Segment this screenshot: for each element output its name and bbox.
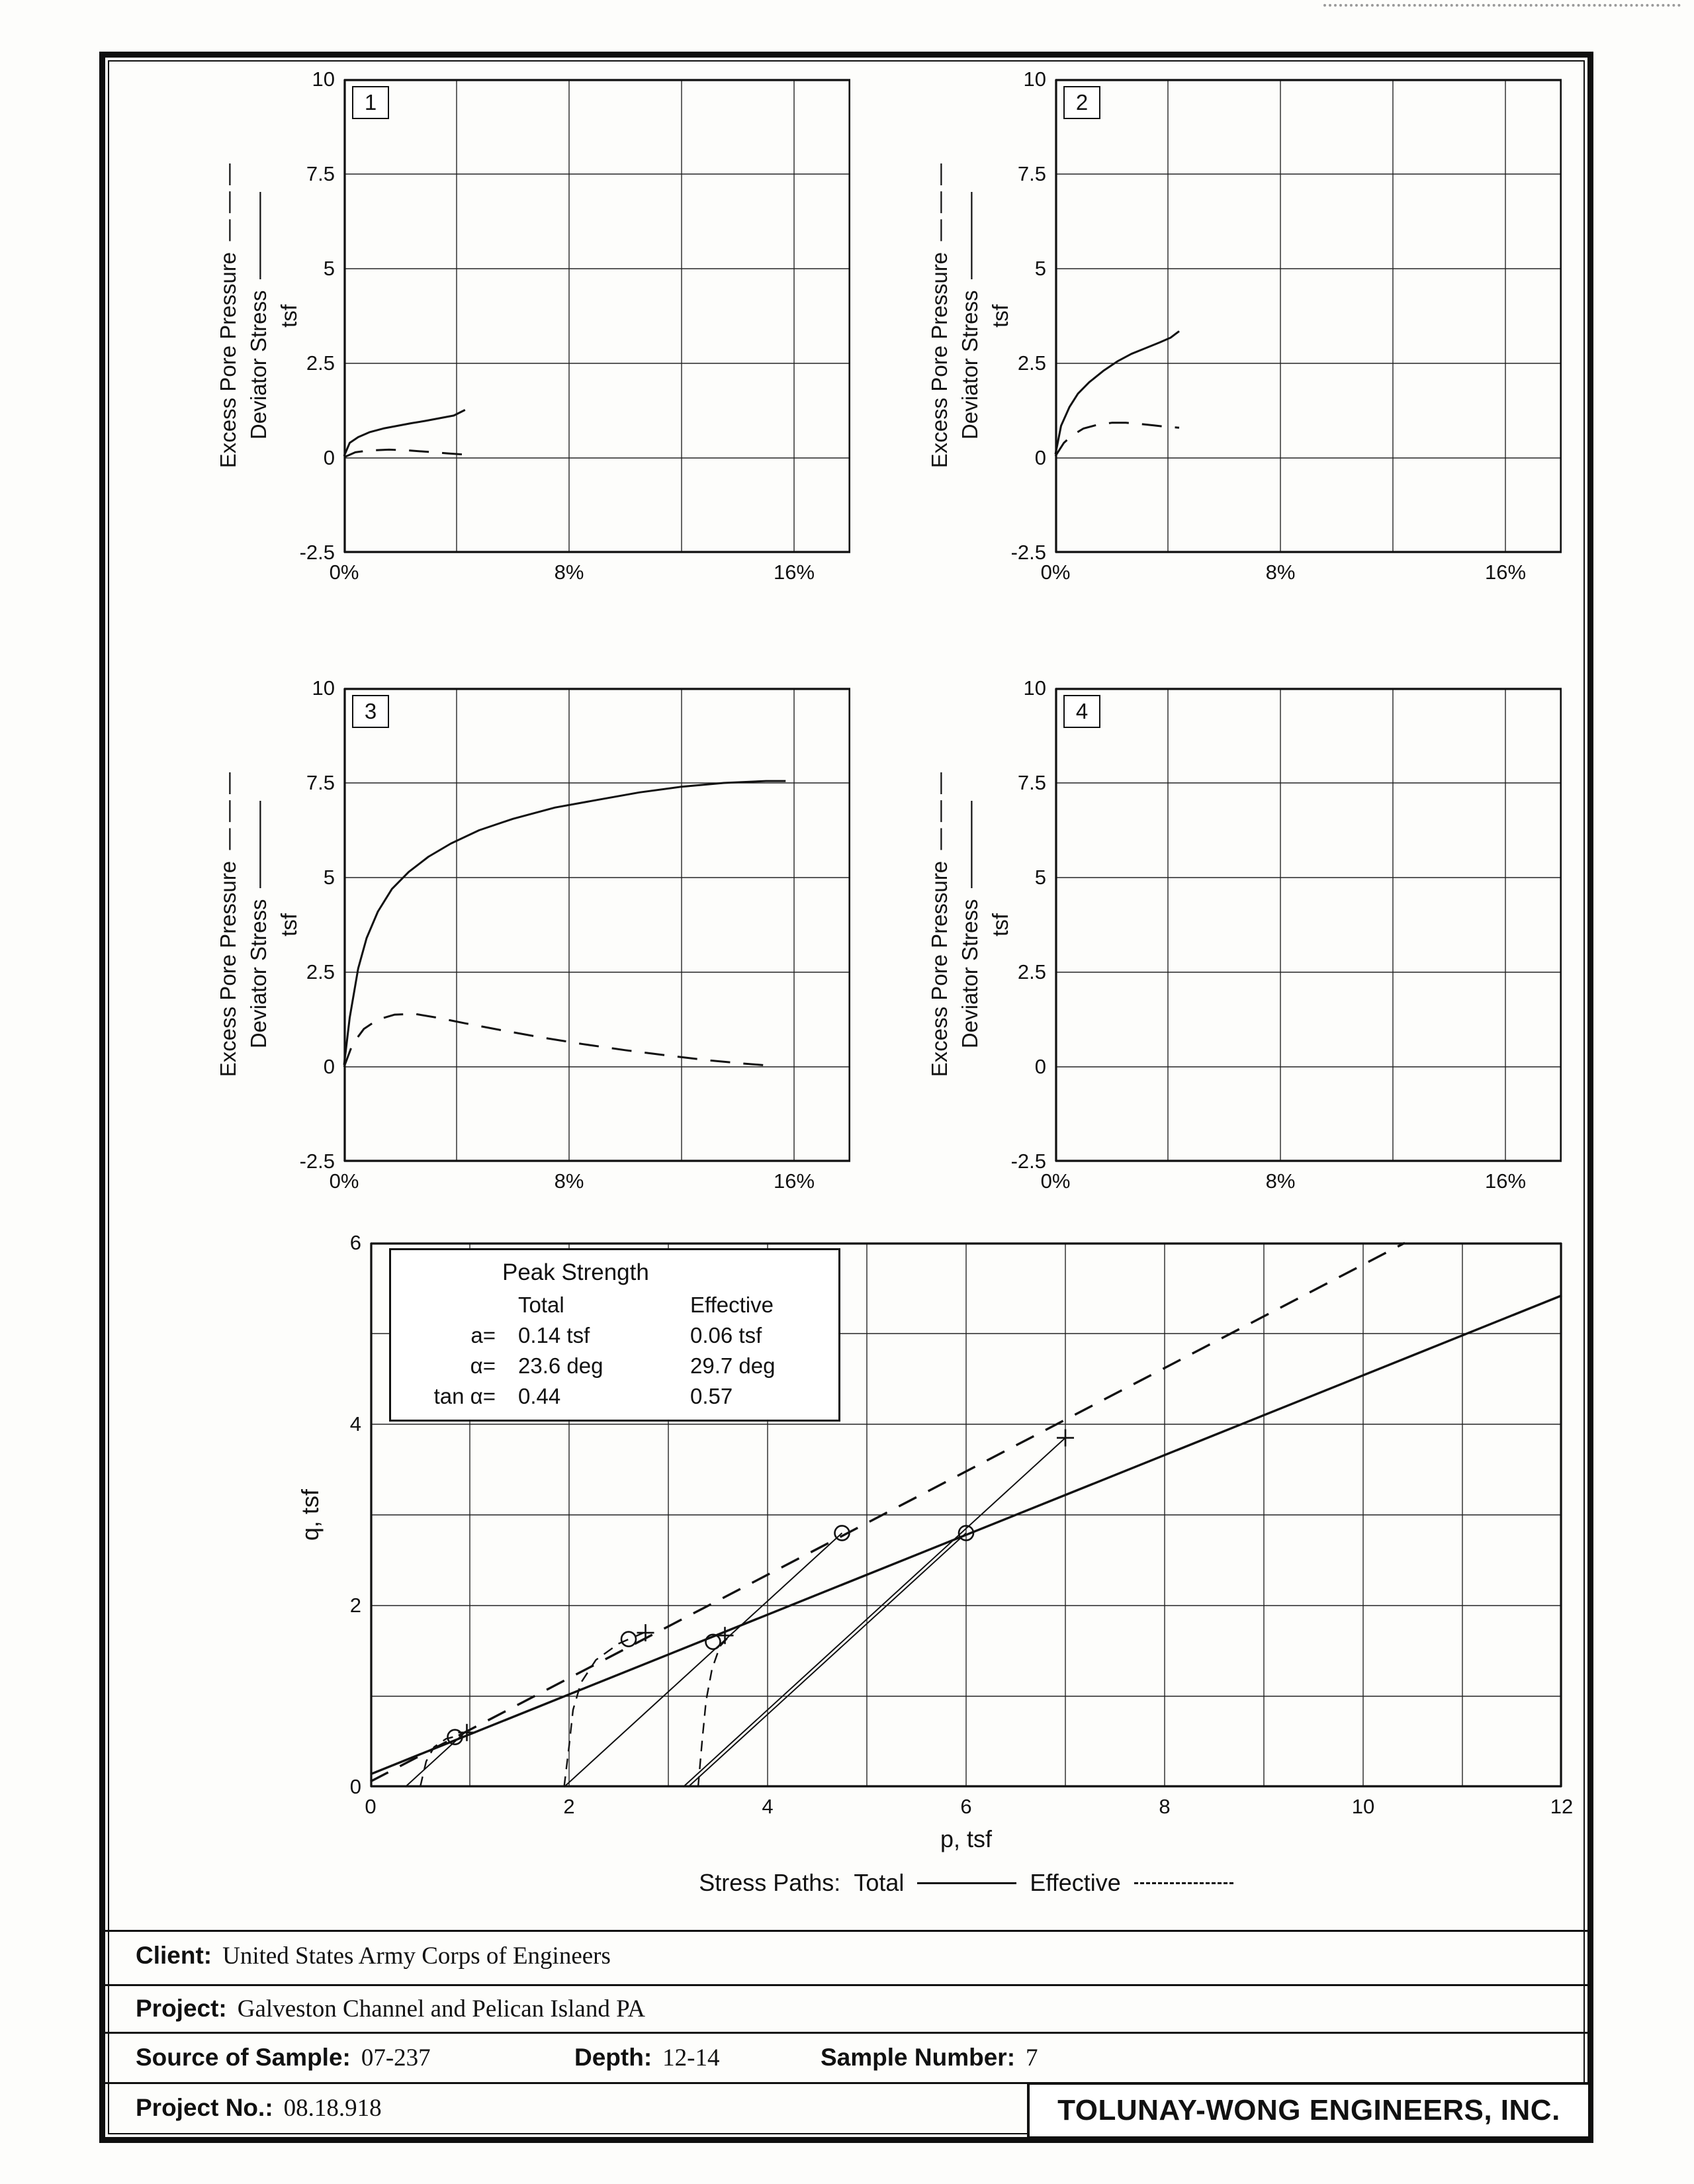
y-axis-label xyxy=(197,688,320,1161)
y-axis-label xyxy=(296,1243,324,1787)
source-of-sample-label: Source of Sample: xyxy=(136,2044,351,2071)
y-axis-label xyxy=(909,79,1032,553)
y-tick-label: 0 xyxy=(349,1775,361,1798)
pk-row-label: tan α= xyxy=(433,1384,496,1408)
pk-effective-value: 29.7 deg xyxy=(690,1353,776,1378)
plot-border xyxy=(345,80,849,551)
company-box xyxy=(1027,2082,1591,2139)
legend-total-label: Total xyxy=(854,1869,905,1896)
footer-project-row xyxy=(136,1991,645,2027)
plot-svg xyxy=(1055,79,1562,553)
pk-header-blank xyxy=(391,1293,504,1318)
y-tick-label: 2.5 xyxy=(1017,351,1046,375)
footer-depth-pair xyxy=(574,2040,719,2076)
plot-border xyxy=(1056,80,1560,551)
y-axis-label-line: tsf xyxy=(988,913,1012,936)
pk-header-total: Total xyxy=(518,1293,564,1317)
project-no-value: 08.18.918 xyxy=(283,2095,382,2122)
x-tick-label: 4 xyxy=(762,1795,774,1818)
x-tick-label: 2 xyxy=(563,1795,575,1818)
marker-circle xyxy=(621,1632,636,1647)
x-tick-label: 8% xyxy=(1265,561,1296,584)
client-label: Client: xyxy=(136,1942,212,1969)
pk-row-label: a= xyxy=(470,1323,496,1347)
project-no-label: Project No.: xyxy=(136,2094,273,2121)
chart-number-badge: 3 xyxy=(352,695,389,728)
y-tick-label: -2.5 xyxy=(299,541,335,564)
peak-strength-table xyxy=(391,1293,838,1409)
x-tick-label: 0% xyxy=(329,1169,359,1193)
y-tick-label: 7.5 xyxy=(1017,771,1046,794)
plot-border xyxy=(345,689,849,1160)
y-tick-label: 6 xyxy=(349,1231,361,1254)
y-tick-label: 4 xyxy=(349,1412,361,1435)
y-tick-label: 0 xyxy=(1034,446,1046,469)
y-tick-label: 5 xyxy=(1034,866,1046,889)
x-tick-label: 0% xyxy=(1040,561,1071,584)
client-value: United States Army Corps of Engineers xyxy=(222,1942,611,1970)
x-tick-label: 8 xyxy=(1159,1795,1171,1818)
y-tick-label: 7.5 xyxy=(1017,162,1046,185)
y-axis-label-line: Excess Pore Pressure — — — xyxy=(216,163,240,469)
y-tick-label: 10 xyxy=(1023,676,1046,700)
gridlines xyxy=(1055,79,1562,553)
pk-total-value: 23.6 deg xyxy=(518,1353,603,1378)
project-label: Project: xyxy=(136,1995,227,2022)
y-tick-label: -2.5 xyxy=(1010,1150,1046,1173)
y-tick-label: 2.5 xyxy=(306,351,335,375)
x-tick-label: 6 xyxy=(960,1795,972,1818)
pk-total-value: 0.14 tsf xyxy=(518,1323,590,1347)
plot-svg xyxy=(344,79,850,553)
y-axis-label-line: Excess Pore Pressure — — — xyxy=(216,772,240,1077)
pk-total-value: 0.44 xyxy=(518,1384,561,1408)
total-stress-path-3 xyxy=(688,1533,966,1787)
chart-number-badge: 4 xyxy=(1063,695,1100,728)
y-axis-label-line: tsf xyxy=(277,304,301,328)
footer-divider xyxy=(105,2032,1588,2034)
strain-chart-3 xyxy=(216,676,850,1193)
excess-pore-pressure xyxy=(344,449,465,457)
legend-prefix: Stress Paths: xyxy=(699,1869,841,1896)
x-tick-label: 10 xyxy=(1351,1795,1375,1818)
x-tick-label: 16% xyxy=(773,1169,815,1193)
y-tick-label: 2.5 xyxy=(306,960,335,983)
excess-pore-pressure xyxy=(344,1014,772,1067)
legend-effective-line-sample xyxy=(1134,1882,1233,1884)
effective-stress-path-2 xyxy=(564,1633,644,1787)
x-tick-label: 16% xyxy=(773,561,815,584)
marker-plus xyxy=(637,1624,654,1641)
legend-total-line-sample xyxy=(917,1882,1016,1884)
gridlines xyxy=(1055,688,1562,1161)
x-tick-label: 0% xyxy=(1040,1169,1071,1193)
footer-source-pair xyxy=(136,2040,431,2076)
strain-chart-1 xyxy=(216,68,850,584)
y-tick-label: 10 xyxy=(312,676,335,700)
x-tick-label: 16% xyxy=(1484,561,1527,584)
sample-number-value: 7 xyxy=(1026,2044,1038,2071)
strain-chart-4 xyxy=(927,676,1562,1193)
pk-effective-value: 0.57 xyxy=(690,1384,733,1408)
y-tick-label: 5 xyxy=(323,257,335,280)
y-tick-label: 5 xyxy=(323,866,335,889)
footer-project-no-row xyxy=(136,2090,382,2126)
q-axis-label: q, tsf xyxy=(296,1488,324,1541)
x-tick-label: 0 xyxy=(365,1795,377,1818)
x-tick-label: 8% xyxy=(554,1169,584,1193)
depth-value: 12-14 xyxy=(662,2044,720,2071)
plot-svg xyxy=(344,688,850,1161)
y-tick-label: 10 xyxy=(1023,68,1046,91)
pk-row-label: α= xyxy=(470,1353,496,1378)
x-tick-label: 8% xyxy=(554,561,584,584)
y-tick-label: 5 xyxy=(1034,257,1046,280)
y-tick-label: -2.5 xyxy=(299,1150,335,1173)
gridlines xyxy=(344,79,850,553)
plot-svg xyxy=(1055,688,1562,1161)
depth-label: Depth: xyxy=(574,2044,652,2071)
y-axis-label-line: Deviator Stress ———— xyxy=(958,801,982,1049)
y-tick-label: 0 xyxy=(1034,1055,1046,1078)
y-tick-label: 10 xyxy=(312,68,335,91)
pk-header-effective: Effective xyxy=(690,1293,774,1317)
y-axis-label-line: Excess Pore Pressure — — — xyxy=(927,163,952,469)
strain-chart-2 xyxy=(927,68,1562,584)
total-stress-path-4 xyxy=(684,1438,1066,1788)
sample-number-label: Sample Number: xyxy=(821,2044,1016,2071)
y-axis-label-line: Excess Pore Pressure — — — xyxy=(927,772,952,1077)
source-of-sample-value: 07-237 xyxy=(361,2044,431,2071)
scan-artifact xyxy=(1323,4,1681,7)
y-axis-label-line: Deviator Stress ———— xyxy=(246,192,271,440)
deviator-stress xyxy=(344,781,785,1065)
footer-sample-number-pair xyxy=(821,2040,1038,2076)
stress-paths-legend xyxy=(371,1869,1562,1897)
y-axis-label-line: tsf xyxy=(988,304,1012,328)
project-value: Galveston Channel and Pelican Island PA xyxy=(237,1995,645,2023)
footer-divider xyxy=(105,1984,1588,1986)
footer-divider xyxy=(105,1930,1588,1932)
y-axis-label xyxy=(197,79,320,553)
y-axis-label-line: Deviator Stress ———— xyxy=(246,801,271,1049)
peak-strength-title: Peak Strength xyxy=(502,1259,649,1285)
stress-path-chart xyxy=(296,1231,1574,1896)
y-tick-label: 0 xyxy=(323,1055,335,1078)
legend-effective-label: Effective xyxy=(1030,1869,1121,1896)
chart-number-badge: 1 xyxy=(352,86,389,119)
y-tick-label: 7.5 xyxy=(306,162,335,185)
y-axis-label-line: tsf xyxy=(277,913,301,936)
y-tick-label: 2.5 xyxy=(1017,960,1046,983)
gridlines xyxy=(344,688,850,1161)
y-axis-label xyxy=(909,688,1032,1161)
chart-number-badge: 2 xyxy=(1063,86,1100,119)
y-axis-label-line: Deviator Stress ———— xyxy=(958,192,982,440)
x-tick-label: 16% xyxy=(1484,1169,1527,1193)
x-tick-label: 12 xyxy=(1550,1795,1574,1818)
x-tick-label: 8% xyxy=(1265,1169,1296,1193)
x-tick-label: 0% xyxy=(329,561,359,584)
deviator-stress xyxy=(344,410,465,456)
company-name: TOLUNAY-WONG ENGINEERS, INC. xyxy=(1057,2094,1560,2126)
y-tick-label: 7.5 xyxy=(306,771,335,794)
deviator-stress xyxy=(1055,331,1179,454)
p-axis-label: p, tsf xyxy=(940,1825,993,1852)
y-tick-label: 0 xyxy=(323,446,335,469)
y-tick-label: -2.5 xyxy=(1010,541,1046,564)
excess-pore-pressure xyxy=(1055,423,1179,456)
y-tick-label: 2 xyxy=(349,1594,361,1617)
plot-border xyxy=(1056,689,1560,1160)
pk-effective-value: 0.06 tsf xyxy=(690,1323,762,1347)
footer-client-row xyxy=(136,1938,611,1974)
peak-strength-box xyxy=(389,1248,840,1422)
